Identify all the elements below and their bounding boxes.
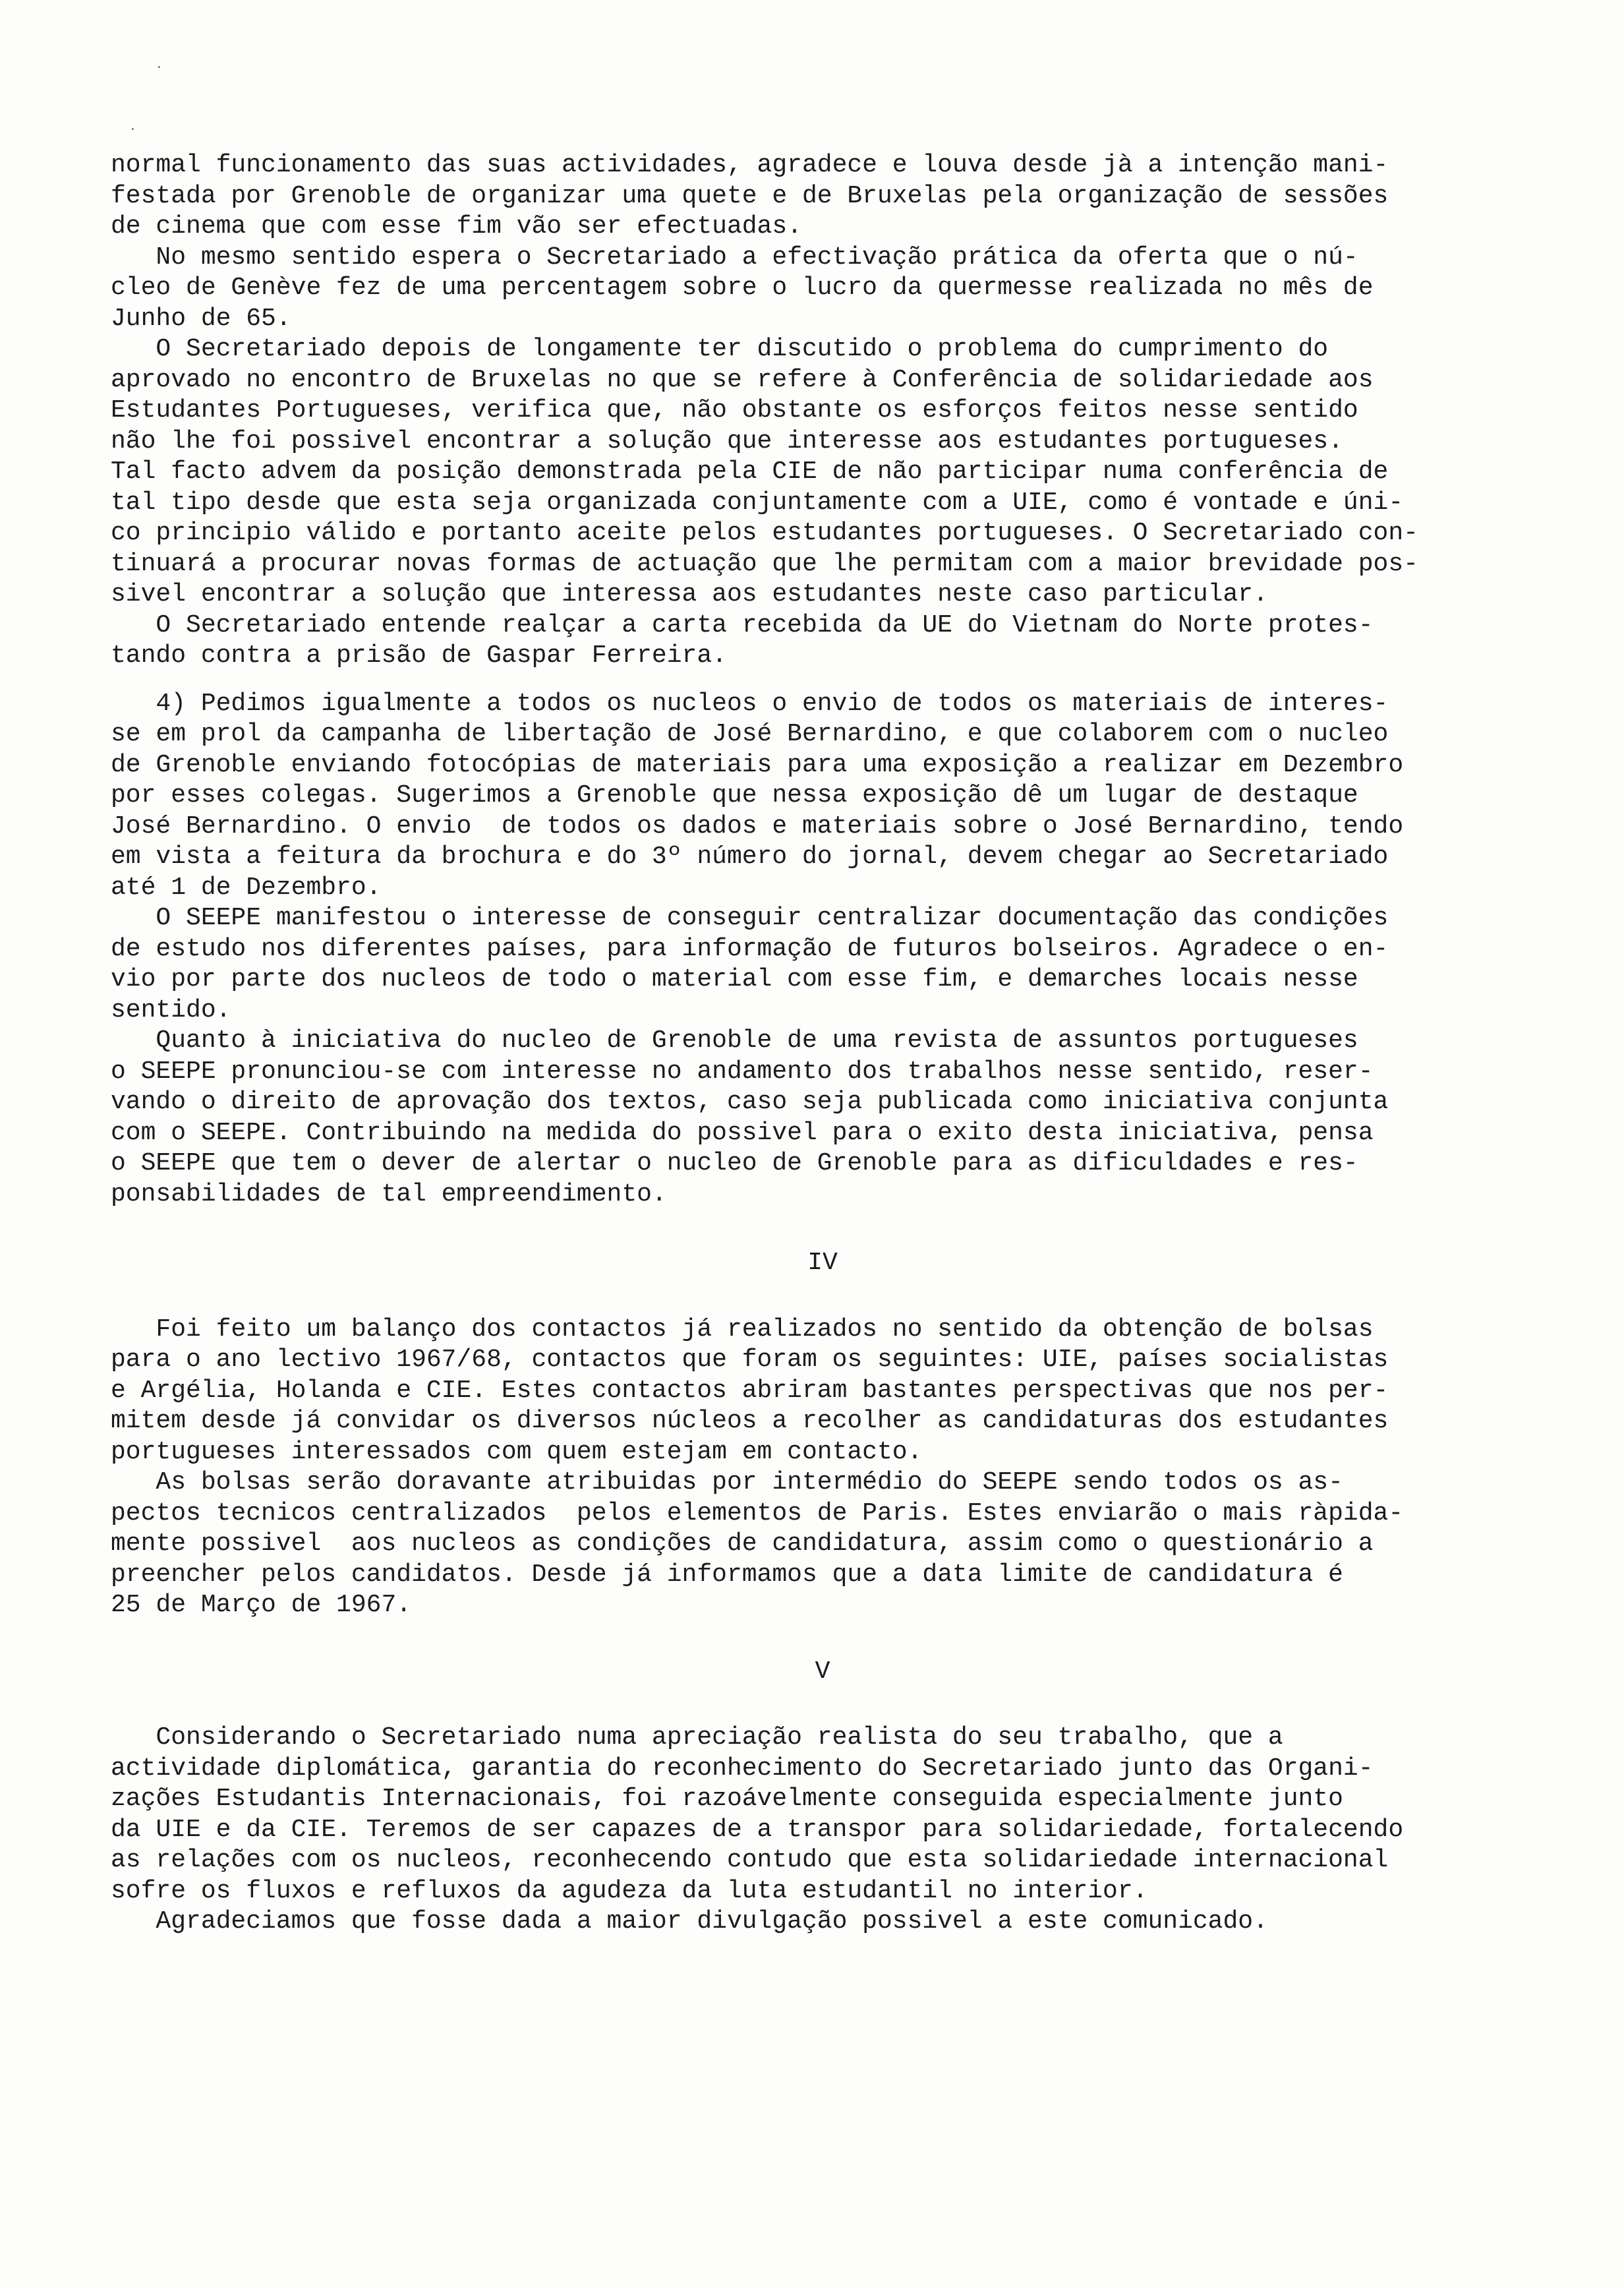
text-line: Agradeciamos que fosse dada a maior divulgação possivel a este comunicado. [111,1907,1268,1936]
text-line: co principio válido e portanto aceite pelos estudantes portugueses. O Secretariado con- [111,519,1418,547]
text-line: actividade diplomática, garantia do reconhecimento do Secretariado junto das Organi- [111,1754,1374,1783]
text-line: até 1 de Dezembro. [111,873,382,902]
text-line: preencher pelos candidatos. Desde já informamos que a data limite de candidatura é [111,1560,1343,1589]
paper-speck: · [129,123,136,136]
text-line: Quanto à iniciativa do nucleo de Grenoble de uma revista de assuntos portugueses [111,1026,1358,1055]
text-line: de estudo nos diferentes países, para informação de futuros bolseiros. Agradece o en- [111,934,1389,963]
text-line: tal tipo desde que esta seja organizada conjuntamente com a UIE, como é vontade e úni- [111,488,1404,517]
text-line: sentido. [111,996,231,1025]
text-line: se em prol da campanha de libertação de José Bernardino, e que colaborem com o nucleo [111,720,1389,748]
text-line: mitem desde já convidar os diversos núcleos a recolher as candidaturas dos estudantes [111,1407,1389,1435]
text-line: de Grenoble enviando fotocópias de materiais para uma exposição a realizar em Dezembro [111,750,1404,779]
text-line: Considerando o Secretariado numa apreciação realista do seu trabalho, que a [111,1723,1283,1752]
text-line: com o SEEPE. Contribuindo na medida do possivel para o exito desta iniciativa, pensa [111,1118,1374,1147]
text-line: Foi feito um balanço dos contactos já realizados no sentido da obtenção de bolsas [111,1315,1374,1344]
text-line: vando o direito de aprovação dos textos, caso seja publicada como iniciativa conjunta [111,1088,1389,1116]
text-line: e Argélia, Holanda e CIE. Estes contactos abriram bastantes perspectivas que nos per- [111,1376,1389,1405]
section-heading-iv: IV [807,1249,838,1277]
text-line: festada por Grenoble de organizar uma quete e de Bruxelas pela organização de sessões [111,181,1389,210]
text-line: Junho de 65. [111,304,291,333]
text-line: o SEEPE que tem o dever de alertar o nucleo de Grenoble para as dificuldades e res- [111,1149,1358,1177]
text-line: Tal facto advem da posição demonstrada pela CIE de não participar numa conferência de [111,458,1389,486]
text-line: pectos tecnicos centralizados pelos elementos de Paris. Estes enviarão o mais ràpida- [111,1499,1404,1528]
text-line: da UIE e da CIE. Teremos de ser capazes de a transpor para solidariedade, fortalecendo [111,1815,1404,1844]
text-line: ponsabilidades de tal empreendimento. [111,1179,667,1208]
text-line: para o ano lectivo 1967/68, contactos que foram os seguintes: UIE, países socialistas [111,1346,1389,1374]
text-line: As bolsas serão doravante atribuidas por intermédio do SEEPE sendo todos os as- [111,1468,1343,1497]
text-line: 4) Pedimos igualmente a todos os nucleos o envio de todos os materiais de interes- [111,689,1389,718]
text-line: cleo de Genève fez de uma percentagem sobre o lucro da quermesse realizada no mês de [111,274,1374,302]
text-line: portugueses interessados com quem estejam em contacto. [111,1437,923,1466]
text-line: vio por parte dos nucleos de todo o material com esse fim, e demarches locais nesse [111,965,1358,994]
text-line: 25 de Março de 1967. [111,1591,412,1619]
text-line: tando contra a prisão de Gaspar Ferreira. [111,641,727,670]
text-line: sofre os fluxos e refluxos da agudeza da luta estudantil no interior. [111,1876,1148,1905]
paper-speck: · [156,61,163,74]
text-line: O Secretariado depois de longamente ter discutido o problema do cumprimento do [111,335,1329,363]
text-line: No mesmo sentido espera o Secretariado a efectivação prática da oferta que o nú- [111,243,1358,272]
text-line: mente possivel aos nucleos as condições de candidatura, assim como o questionário a [111,1530,1374,1558]
text-line: em vista a feitura da brochura e do 3º número do jornal, devem chegar ao Secretariado [111,843,1389,871]
text-line: tinuará a procurar novas formas de actuação que lhe permitam com a maior brevidade pos- [111,549,1418,578]
text-line: por esses colegas. Sugerimos a Grenoble que nessa exposição dê um lugar de destaque [111,781,1358,810]
text-line: aprovado no encontro de Bruxelas no que se refere à Conferência de solidariedade aos [111,365,1374,394]
text-line: O SEEPE manifestou o interesse de conseguir centralizar documentação das condições [111,904,1389,932]
section-heading-v: V [815,1657,830,1686]
text-line: normal funcionamento das suas actividades, agradece e louva desde jà a intenção mani- [111,151,1389,179]
text-line: zações Estudantis Internacionais, foi razoávelmente conseguida especialmente junto [111,1785,1343,1813]
text-line: não lhe foi possivel encontrar a solução que interesse aos estudantes portugueses. [111,427,1343,456]
text-line: Estudantes Portugueses, verifica que, não obstante os esforços feitos nesse sentido [111,396,1358,425]
text-line: José Bernardino. O envio de todos os dados e materiais sobre o José Bernardino, tendo [111,812,1404,841]
text-line: sivel encontrar a solução que interessa aos estudantes neste caso particular. [111,580,1268,609]
text-line: o SEEPE pronunciou-se com interesse no andamento dos trabalhos nesse sentido, reser- [111,1057,1374,1086]
document-body [111,150,1534,1938]
text-line: as relações com os nucleos, reconhecendo contudo que esta solidariedade internacional [111,1846,1389,1874]
text-line: O Secretariado entende realçar a carta recebida da UE do Vietnam do Norte protes- [111,610,1374,639]
text-line: de cinema que com esse fim vão ser efectuadas. [111,212,802,241]
